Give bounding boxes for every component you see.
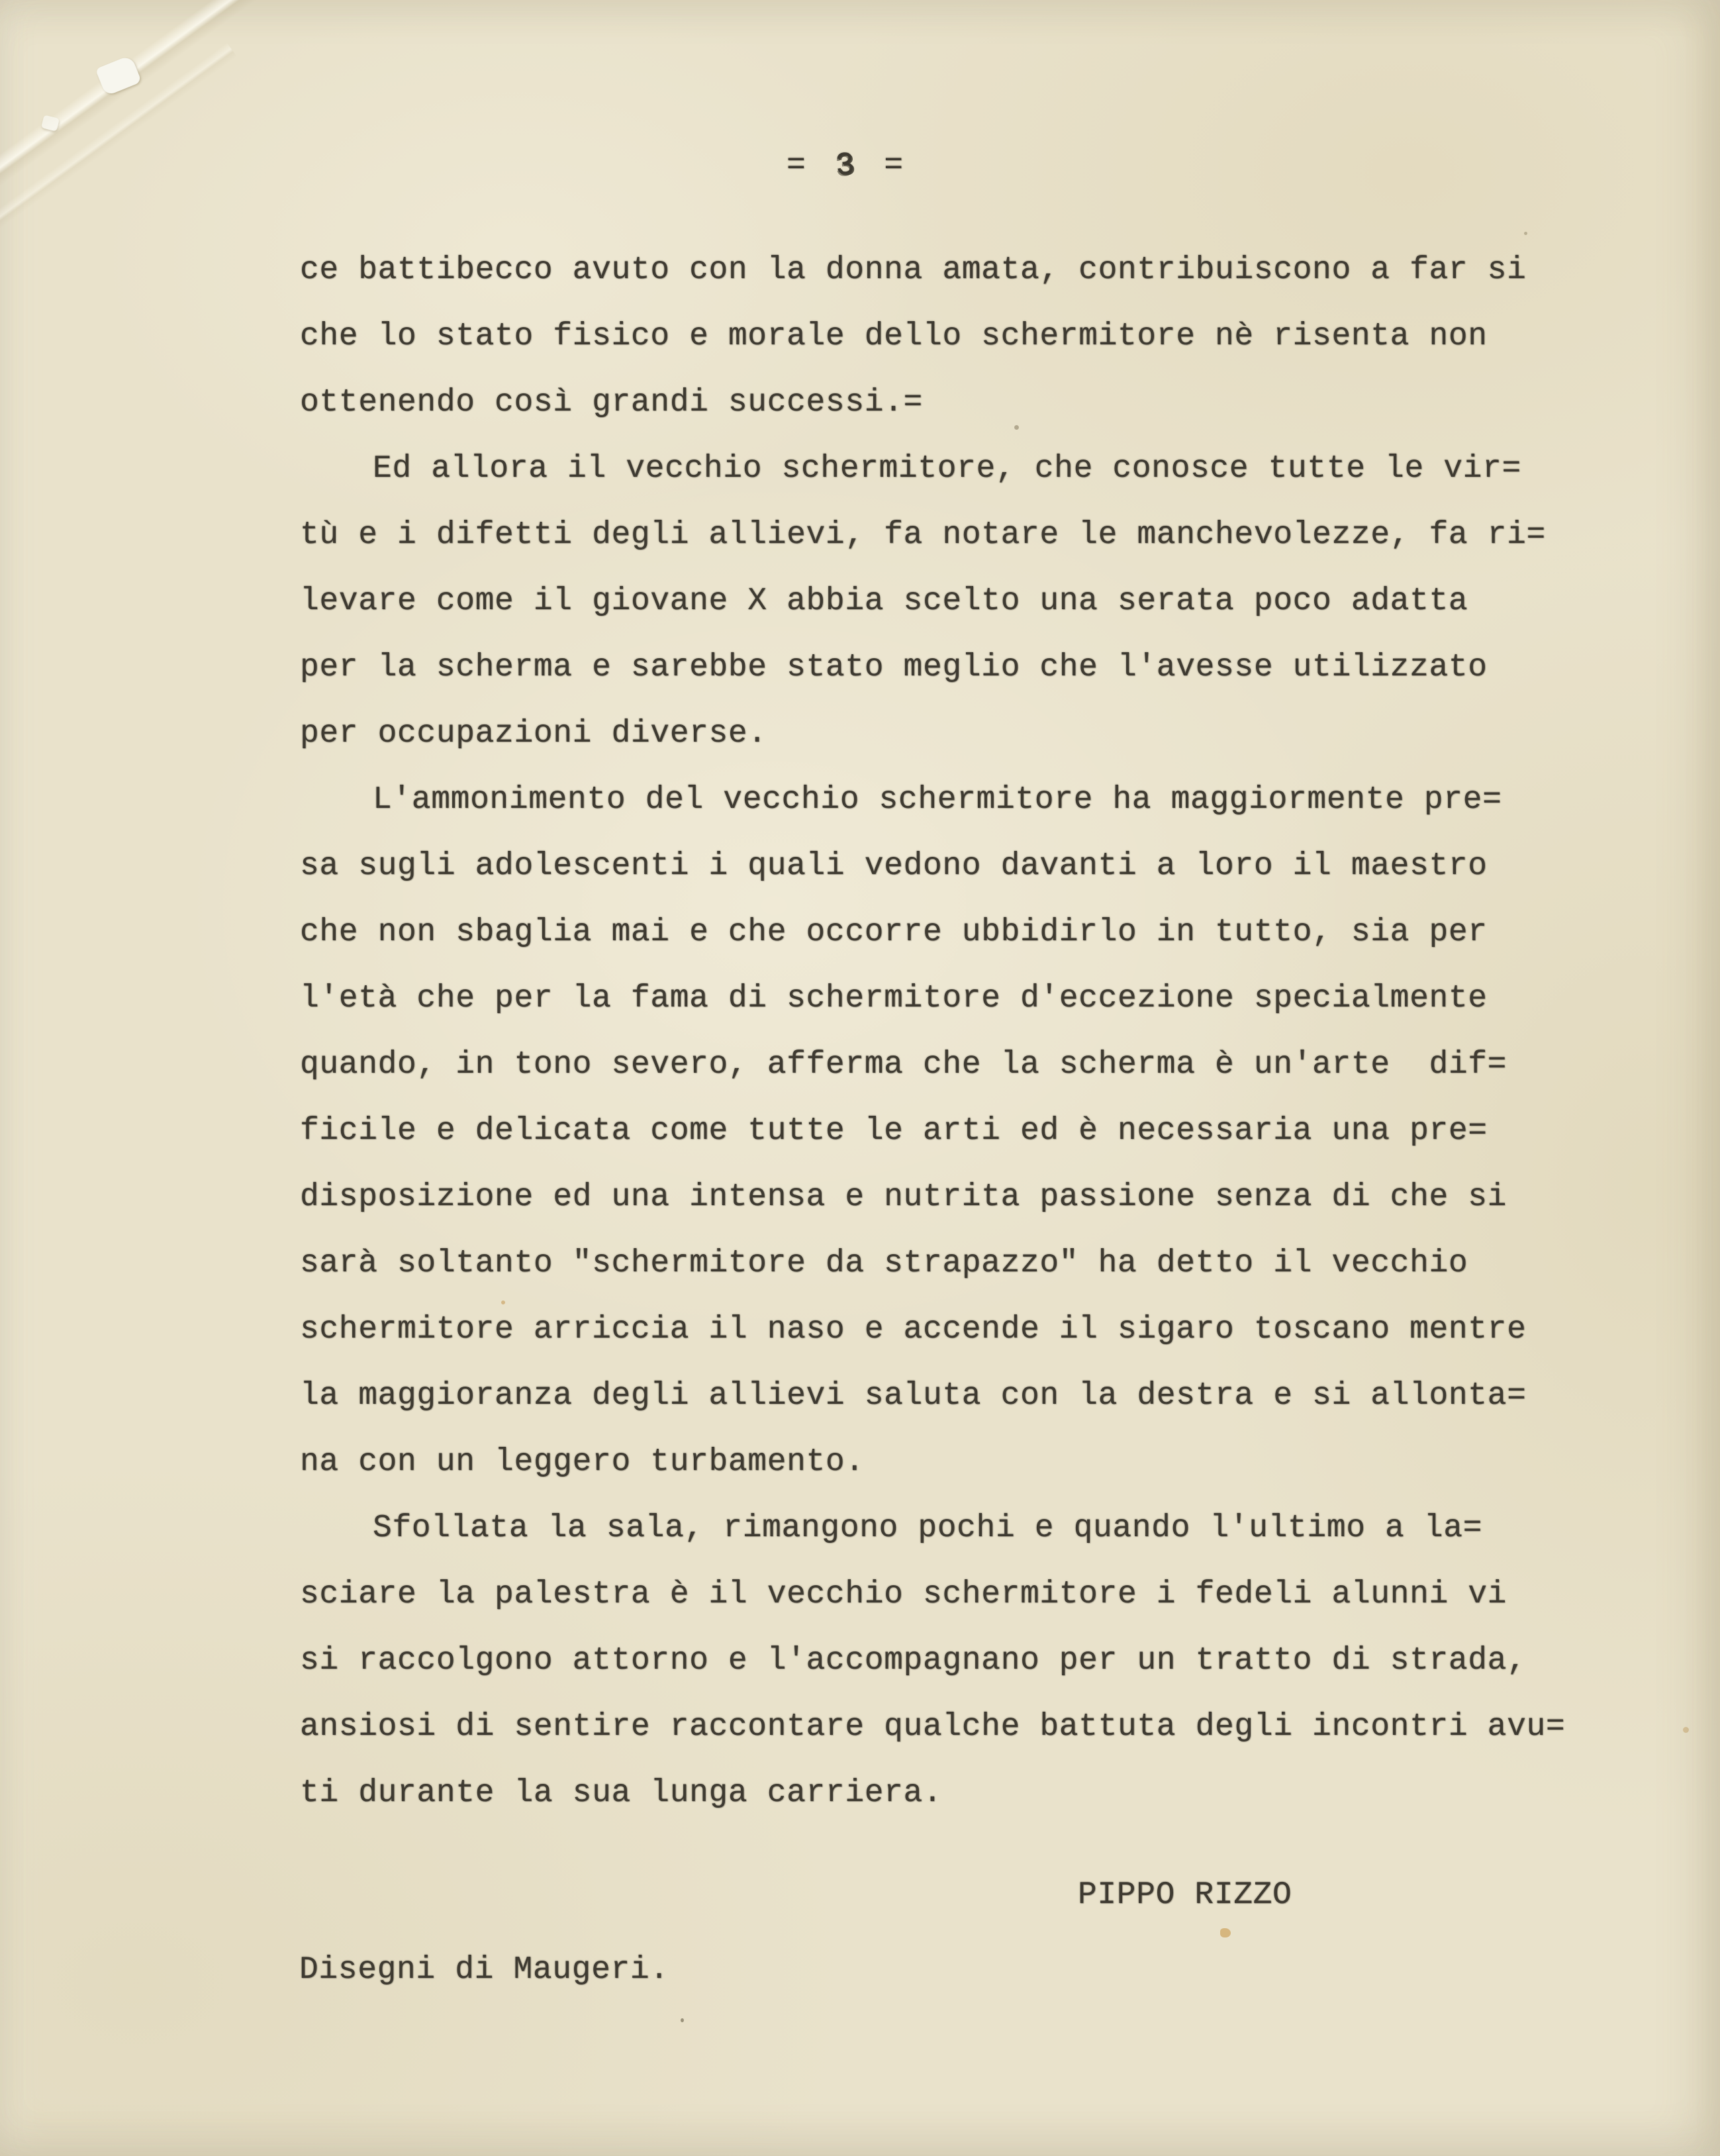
typed-line: che lo stato fisico e morale dello schermitore nè risenta non — [300, 318, 1488, 354]
typed-line: l'età che per la fama di schermitore d'eccezione specialmente — [300, 981, 1488, 1016]
page-number: 3 — [834, 146, 861, 185]
typed-line: ansiosi di sentire raccontare qualche battuta degli incontri avu= — [300, 1709, 1566, 1745]
typed-line: L'ammonimento del vecchio schermitore ha maggiormente pre= — [373, 782, 1502, 818]
typed-line: na con un leggero turbamento. — [300, 1444, 865, 1480]
typed-text-block — [300, 237, 1565, 1826]
typed-line: schermitore arriccia il naso e accende il sigaro toscano mentre — [300, 1312, 1527, 1348]
typed-line: tù e i difetti degli allievi, fa notare le manchevolezze, fa ri= — [300, 517, 1546, 553]
typed-line: ce battibecco avuto con la donna amata, contribuiscono a far si — [300, 252, 1527, 288]
typed-line: sa sugli adolescenti i quali vedono davanti a loro il maestro — [300, 848, 1488, 884]
paper-speck — [1683, 1727, 1689, 1733]
typed-line: che non sbaglia mai e che occorre ubbidirlo in tutto, sia per — [300, 914, 1488, 950]
typed-line: sarà soltanto "schermitore da strapazzo" ha detto il vecchio — [300, 1246, 1468, 1281]
typed-line: disposizione ed una intensa e nutrita passione senza di che si — [300, 1179, 1507, 1215]
typed-line: ti durante la sua lunga carriera. — [300, 1775, 943, 1811]
page-number-header — [787, 132, 908, 199]
paper-speck — [1524, 232, 1527, 235]
typed-line: si raccolgono attorno e l'accompagnano per un tratto di strada, — [300, 1643, 1527, 1679]
typed-line: quando, in tono severo, afferma che la scherma è un'arte dif= — [300, 1047, 1507, 1083]
paper-chip — [41, 115, 60, 131]
paper-speck — [1220, 1928, 1231, 1937]
typed-line: ficile e delicata come tutte le arti ed è necessaria una pre= — [300, 1113, 1488, 1149]
illustration-credit: Disegni di Maugeri. — [299, 1952, 669, 1988]
typed-line: la maggioranza degli allievi saluta con la destra e si allonta= — [300, 1378, 1527, 1414]
typed-line: per la scherma e sarebbe stato meglio che l'avesse utilizzato — [300, 650, 1488, 685]
paper-crease — [0, 0, 320, 187]
paper-crease-secondary — [0, 43, 237, 260]
typed-line: ottenendo così grandi successi.= — [300, 385, 923, 420]
page-number-left-mark: = — [787, 148, 811, 183]
author-signature: PIPPO RIZZO — [1078, 1877, 1292, 1913]
typed-line: Sfollata la sala, rimangono pochi e quando l'ultimo a la= — [373, 1510, 1483, 1546]
typed-line: Ed allora il vecchio schermitore, che conosce tutte le vir= — [373, 451, 1521, 487]
paper-speck — [681, 2018, 684, 2022]
typed-line: per occupazioni diverse. — [300, 716, 767, 752]
page-number-right-mark: = — [884, 148, 909, 183]
typed-line: levare come il giovane X abbia scelto una serata poco adatta — [300, 583, 1468, 619]
typed-line: sciare la palestra è il vecchio schermitore i fedeli alunni vi — [300, 1577, 1507, 1612]
paper-chip — [95, 55, 142, 97]
